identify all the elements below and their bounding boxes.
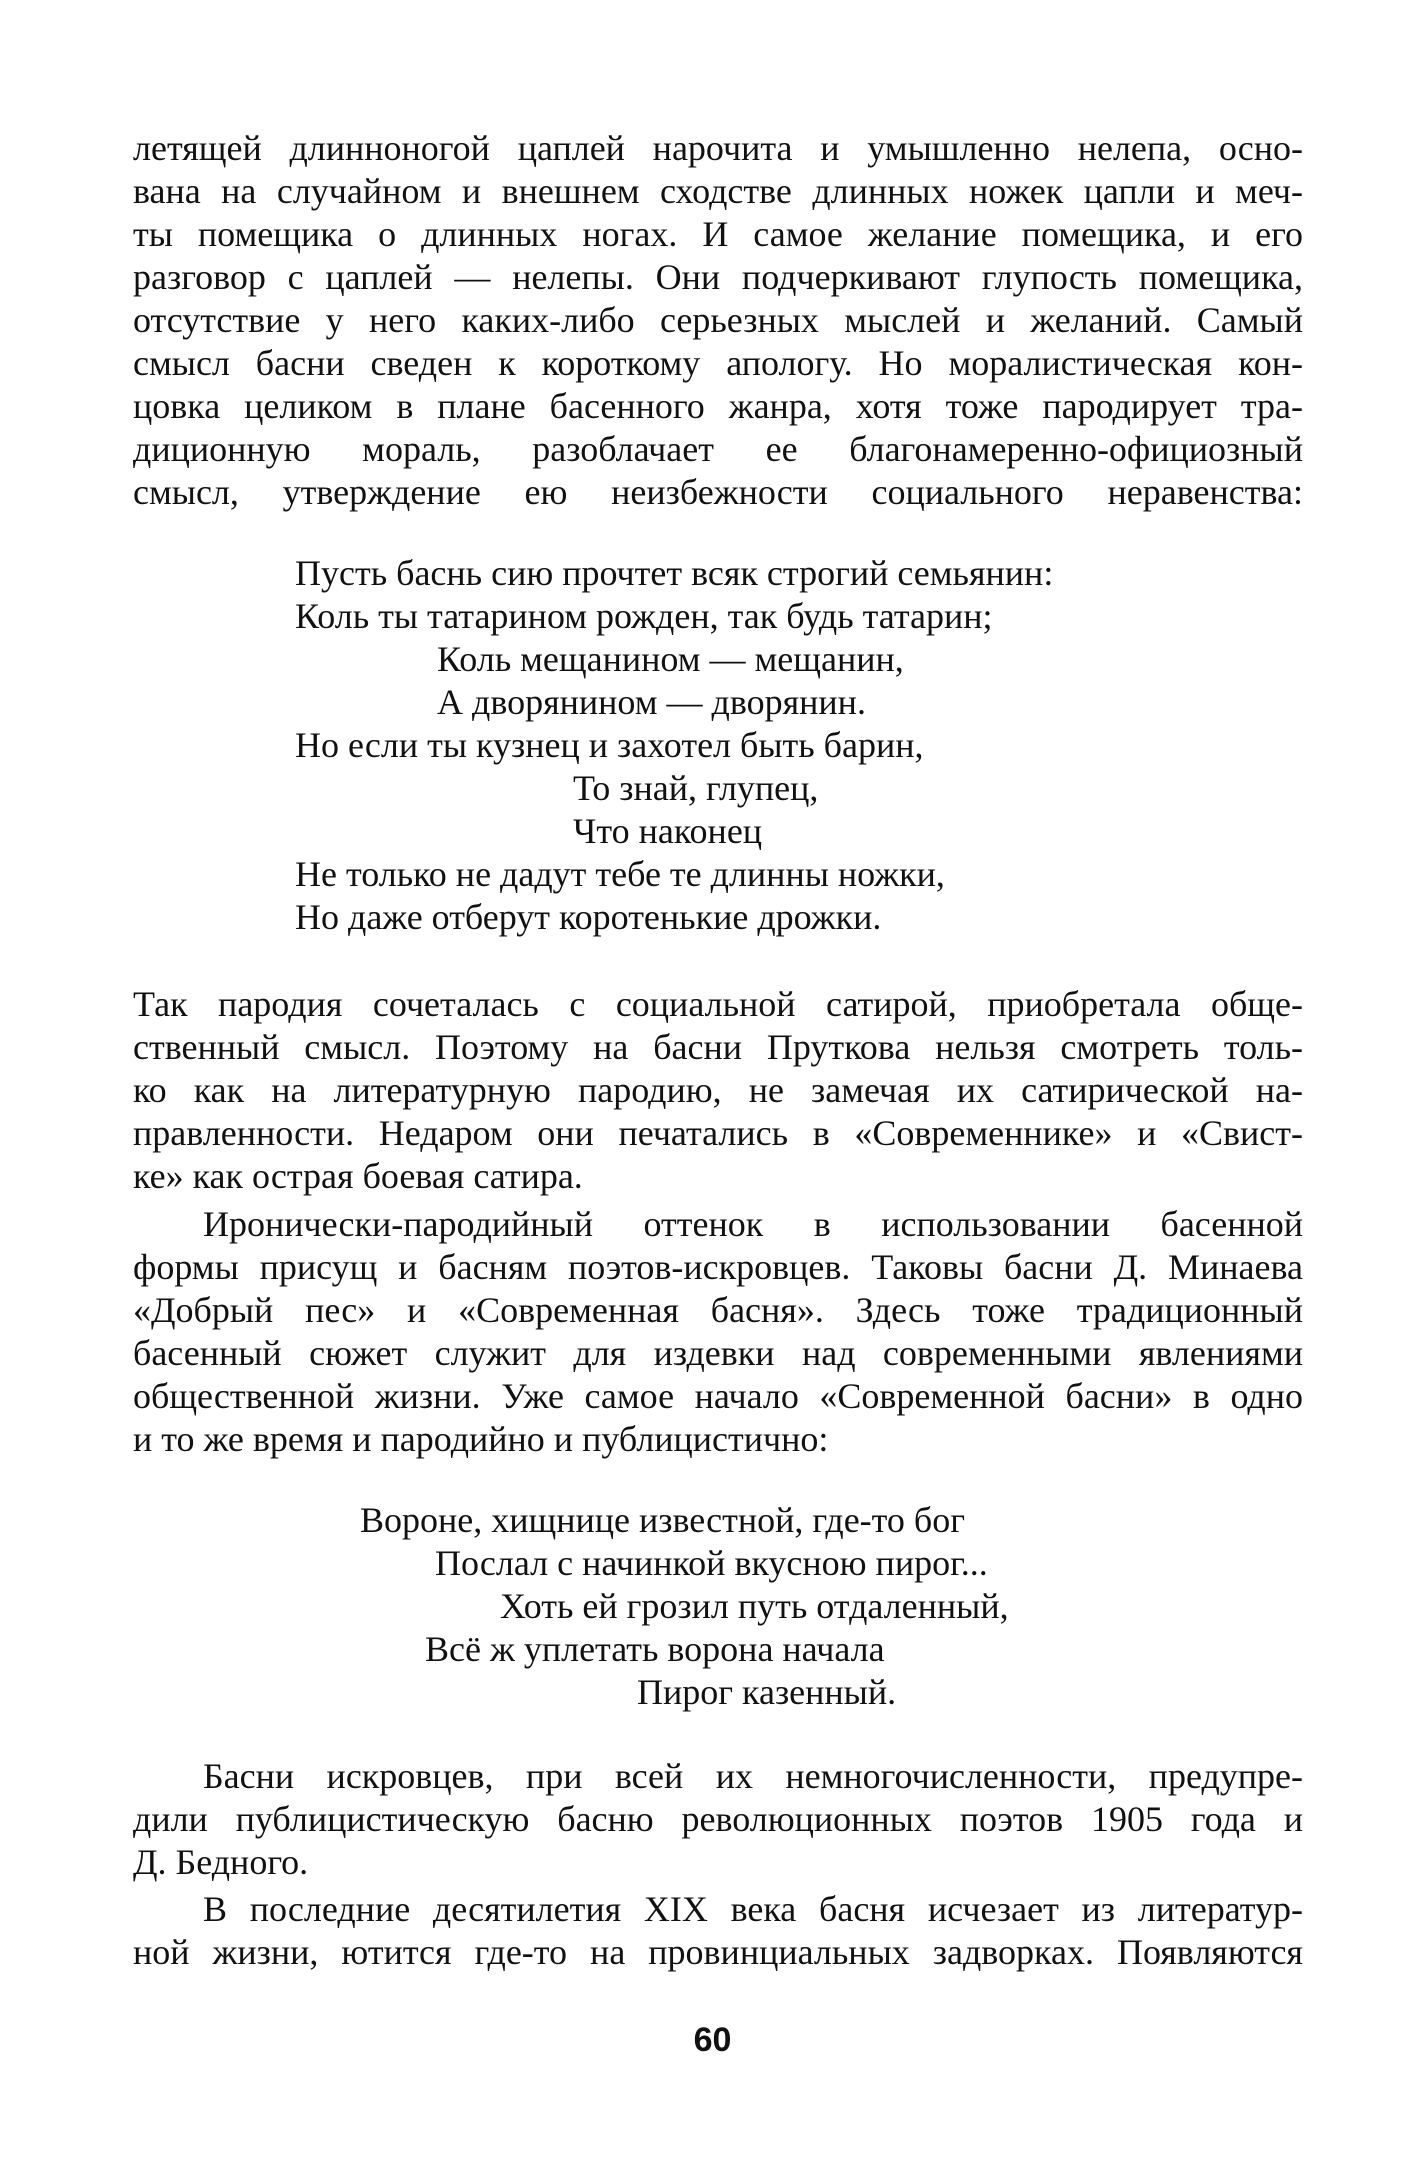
verse-line: Хоть ей грозил путь отдаленный,	[500, 1586, 1009, 1626]
text-line: цовка целиком в плане басенного жанра, хотя тоже пародирует тра-	[133, 386, 1303, 426]
verse-line: То знай, глупец,	[573, 768, 819, 808]
verse-line: Что наконец	[573, 811, 763, 851]
text-line: ной жизни, ютится где-то на провинциальных задворках. Появляются	[133, 1932, 1303, 1972]
text-line: В последние десятилетия XIX века басня исчезает из литератур-	[203, 1889, 1303, 1929]
text-line: дили публицистическую басню революционных поэтов 1905 года и	[133, 1799, 1303, 1839]
verse-line: Пусть баснь сию прочтет всяк строгий семьянин:	[295, 553, 1054, 593]
text-line: разговор с цаплей — нелепы. Они подчеркивают глупость помещика,	[133, 257, 1303, 297]
text-line: Басни искровцев, при всей их немногочисленности, предупре-	[203, 1756, 1303, 1796]
verse-line: Но если ты кузнец и захотел быть барин,	[295, 725, 924, 765]
verse-line: Послал с начинкой вкусною пирог...	[435, 1543, 988, 1583]
verse-line: Коль ты татарином рожден, так будь татарин;	[295, 596, 993, 636]
text-line: вана на случайном и внешнем сходстве длинных ножек цапли и меч-	[133, 171, 1303, 211]
verse-line: А дворянином — дворянин.	[437, 682, 866, 722]
page-number: 60	[693, 2021, 732, 2059]
text-line: Д. Бедного.	[133, 1842, 309, 1882]
text-line: «Добрый пес» и «Современная басня». Здесь тоже традиционный	[133, 1290, 1303, 1330]
text-line: басенный сюжет служит для издевки над современными явлениями	[133, 1333, 1303, 1373]
text-line: Так пародия сочеталась с социальной сатирой, приобретала обще-	[133, 984, 1303, 1024]
verse-line: Пирог казенный.	[637, 1672, 897, 1712]
text-line: общественной жизни. Уже самое начало «Современной басни» в одно	[133, 1376, 1303, 1416]
text-line: летящей длинноногой цаплей нарочита и умышленно нелепа, осно-	[133, 128, 1303, 168]
text-line: формы присущ и басням поэтов-искровцев. Таковы басни Д. Минаева	[133, 1247, 1303, 1287]
text-line: правленности. Недаром они печатались в «Современнике» и «Свист-	[133, 1113, 1303, 1153]
verse-line: Но даже отберут коротенькие дрожки.	[295, 897, 882, 937]
verse-line: Коль мещанином — мещанин,	[437, 639, 904, 679]
text-line: диционную мораль, разоблачает ее благонамеренно-официозный	[133, 429, 1303, 469]
verse-line: Не только не дадут тебе те длинны ножки,	[295, 854, 945, 894]
text-line: Иронически-пародийный оттенок в использовании басенной	[203, 1204, 1303, 1244]
text-line: смысл, утверждение ею неизбежности социального неравенства:	[133, 472, 1303, 512]
text-line: и то же время и пародийно и публицистично:	[133, 1419, 829, 1459]
text-line: ственный смысл. Поэтому на басни Пруткова нельзя смотреть толь-	[133, 1027, 1303, 1067]
text-line: ко как на литературную пародию, не замечая их сатирической на-	[133, 1070, 1303, 1110]
verse-line: Вороне, хищнице известной, где-то бог	[360, 1500, 966, 1540]
verse-line: Всё ж уплетать ворона начала	[425, 1629, 885, 1669]
text-line: ты помещика о длинных ногах. И самое желание помещика, и его	[133, 214, 1303, 254]
text-line: отсутствие у него каких-либо серьезных мыслей и желаний. Самый	[133, 300, 1303, 340]
text-line: смысл басни сведен к короткому апологу. Но моралистическая кон-	[133, 343, 1303, 383]
text-line: ке» как острая боевая сатира.	[133, 1156, 583, 1196]
